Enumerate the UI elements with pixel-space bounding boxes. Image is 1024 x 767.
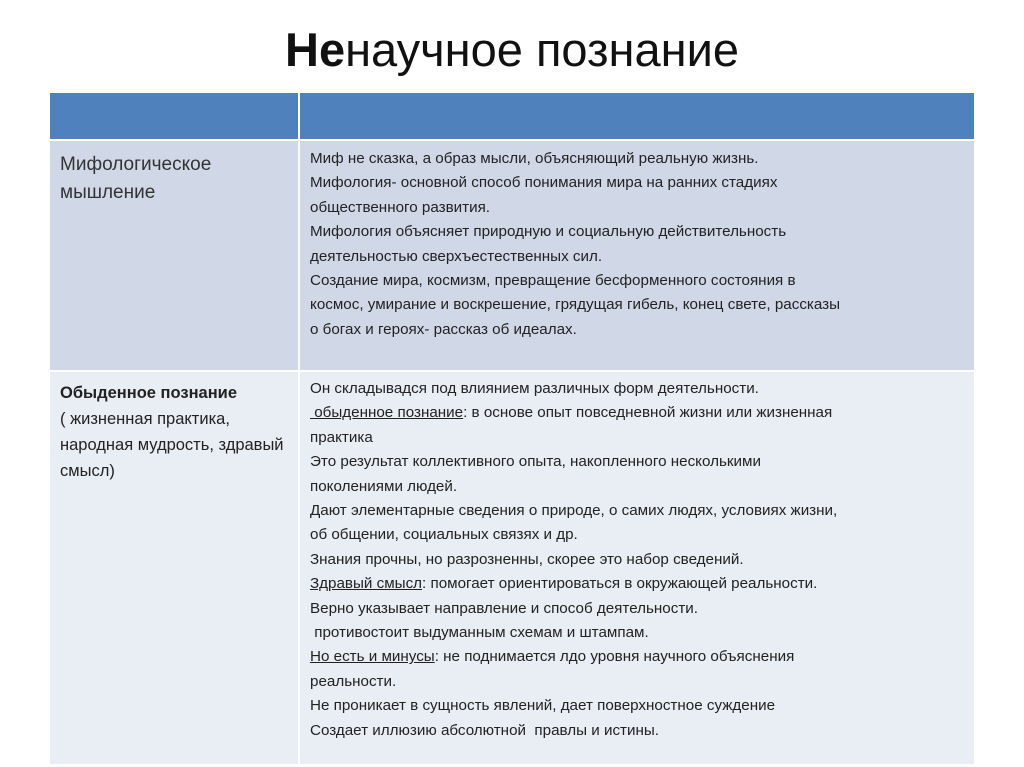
description-line	[310, 499, 964, 523]
line-text: Он складывадся под влиянием различных форм деятельности.	[310, 380, 759, 397]
line-text: : в основе опыт повседневной жизни или жизненная	[463, 404, 833, 422]
line-text: Миф не сказка, а образ мысли, объясняющий реальную жизнь.	[310, 150, 759, 167]
description-line	[310, 597, 964, 621]
line-text: Верно указывает направление и способ деятельности.	[310, 599, 698, 617]
line-text: : не поднимается лдо уровня научного объяснения	[434, 648, 795, 666]
row-label	[50, 372, 300, 764]
row-label-subtitle: ( жизненная практика, народная мудрость, здравый смысл)	[60, 410, 284, 480]
description-line	[310, 147, 964, 171]
description-line	[310, 450, 964, 474]
description-line	[310, 196, 964, 220]
row-description	[300, 372, 974, 764]
description-line	[310, 572, 964, 596]
table-row-everyday	[50, 372, 974, 766]
line-text: деятельностью сверхъестественных сил.	[310, 247, 603, 265]
description-line	[310, 318, 964, 342]
line-text: общественного развития.	[310, 198, 491, 216]
line-text: об общении, социальных связях и др.	[310, 526, 578, 544]
line-text: поколениями людей.	[310, 477, 458, 495]
underlined-term: Здравый смысл	[310, 575, 423, 593]
table-header-row	[50, 93, 974, 141]
line-text: космос, умирание и воскрешение, грядущая гибель, конец свете, рассказы	[310, 296, 841, 314]
description-line	[310, 245, 964, 269]
row-label: Мифологическое мышление	[50, 141, 300, 370]
description-line	[310, 548, 964, 572]
line-text: реальности.	[310, 672, 397, 690]
comparison-table	[50, 93, 974, 766]
line-text: Мифология объясняет природную и социальную действительность	[310, 223, 787, 241]
description-line	[310, 401, 964, 425]
description-line	[310, 523, 964, 547]
row-label-title: Обыденное познание	[60, 384, 237, 402]
title-rest: научное познание	[345, 23, 739, 76]
description-line	[310, 426, 964, 450]
line-text: Знания прочны, но разрозненны, скорее это набор сведений.	[310, 550, 744, 568]
description-line	[310, 645, 964, 669]
description-line	[310, 670, 964, 694]
line-text: Создание мира, космизм, превращение бесформенного состояния в	[310, 272, 796, 290]
header-cell-1	[50, 93, 300, 139]
description-line	[310, 475, 964, 499]
description-line	[310, 377, 964, 401]
underlined-term: Но есть и минусы	[310, 648, 435, 666]
line-text: Дают элементарные сведения о природе, о самих людях, условиях жизни,	[310, 502, 838, 520]
line-text: о богах и героях- рассказ об идеалах.	[310, 320, 577, 338]
underlined-term: обыденное познание	[310, 404, 464, 422]
description-line	[310, 269, 964, 293]
description-line	[310, 719, 964, 743]
line-text: Мифология- основной способ понимания мира на ранних стадиях	[310, 174, 778, 192]
slide-title	[0, 22, 1024, 77]
line-text: практика	[310, 428, 373, 446]
row-description	[300, 141, 974, 370]
header-cell-2	[300, 93, 974, 139]
line-text: : помогает ориентироваться в окружающей реальности.	[422, 575, 818, 593]
description-line	[310, 621, 964, 645]
description-line	[310, 293, 964, 317]
description-line	[310, 694, 964, 718]
line-text: Не проникает в сущность явлений, дает поверхностное суждение	[310, 697, 776, 715]
description-line	[310, 171, 964, 195]
line-text: Это результат коллективного опыта, накопленного несколькими	[310, 453, 761, 471]
line-text: противостоит выдуманным схемам и штампам.	[310, 624, 649, 642]
table-row-mythological	[50, 141, 974, 372]
line-text: Создает иллюзию абсолютной правлы и истины.	[310, 721, 660, 739]
description-line	[310, 220, 964, 244]
title-bold-part: Не	[285, 23, 346, 76]
